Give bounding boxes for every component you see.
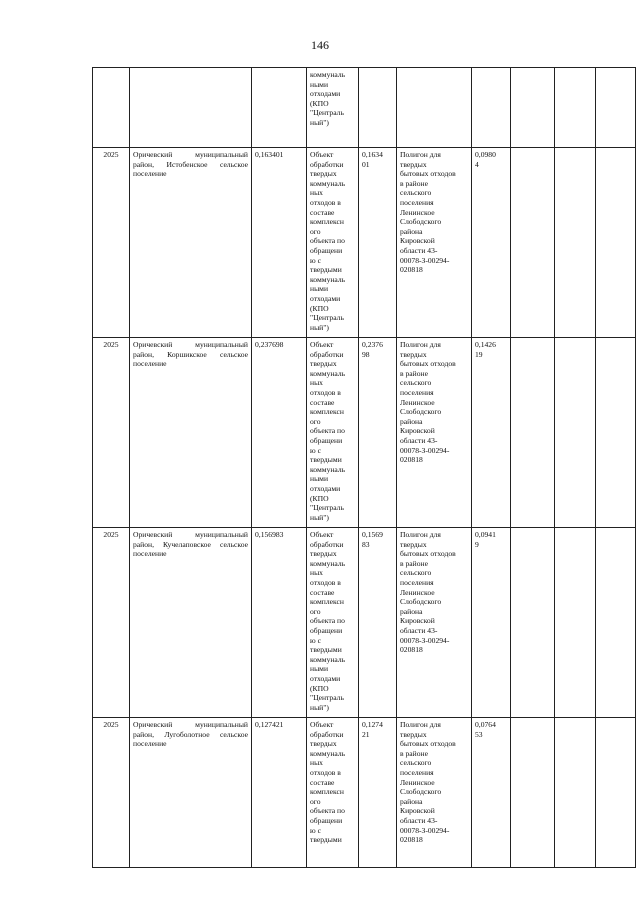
table-cell-polygon <box>397 68 472 148</box>
cell-text: 0,163401 <box>255 150 284 159</box>
table-cell-c8 <box>511 718 555 868</box>
cell-text: 2025 <box>103 150 119 159</box>
table-cell-object <box>307 338 359 528</box>
cell-text: 0,156983 <box>255 530 284 539</box>
table-cell-district <box>130 528 252 718</box>
page-number: 146 <box>311 38 329 52</box>
table-cell-c9 <box>555 718 596 868</box>
cell-text: Объект обработки твердых коммуналь ных отходов в составе комплексн ого объекта по обращени ю с твердыми коммуналь ными отходами (КПО "Централь ный") <box>310 340 346 522</box>
cell-text: Оричевский муниципальный район, Лугоболотное сельское поселение <box>133 720 248 749</box>
table-cell-value1 <box>252 68 307 148</box>
table-row <box>93 338 636 528</box>
table-cell-c10 <box>596 68 636 148</box>
cell-text: 0,237698 <box>255 340 284 349</box>
table-cell-c8 <box>511 528 555 718</box>
table-cell-polygon <box>397 528 472 718</box>
table-cell-c9 <box>555 148 596 338</box>
cell-text: 0,1274 21 <box>362 720 383 739</box>
cell-text: Полигон для твердых бытовых отходов в районе сельского поселения Ленинское Слободского района Кировской области 43- 00078-З-00294- 020818 <box>400 340 456 465</box>
table-cell-value3 <box>472 718 511 868</box>
cell-text: 0,0980 4 <box>475 150 496 169</box>
cell-text: 0,2376 98 <box>362 340 383 359</box>
cell-text: коммуналь ными отходами (КПО "Централь ный") <box>310 70 346 127</box>
table-cell-c8 <box>511 68 555 148</box>
table-cell-value2 <box>359 528 397 718</box>
table-cell-value3 <box>472 68 511 148</box>
table-cell-c10 <box>596 718 636 868</box>
table-cell-value2 <box>359 68 397 148</box>
cell-text: 0,0941 9 <box>475 530 496 549</box>
table-cell-c9 <box>555 68 596 148</box>
cell-text: Оричевский муниципальный район, Коршикское сельское поселение <box>133 340 248 369</box>
cell-text: 2025 <box>103 530 119 539</box>
table-cell-c10 <box>596 528 636 718</box>
table-cell-object <box>307 148 359 338</box>
table-cell-polygon <box>397 338 472 528</box>
table-cell-value3 <box>472 528 511 718</box>
cell-text: Полигон для твердых бытовых отходов в районе сельского поселения Ленинское Слободского района Кировской области 43- 00078-З-00294- 020818 <box>400 720 456 845</box>
table-row <box>93 68 636 148</box>
table-cell-district <box>130 338 252 528</box>
table-cell-value1 <box>252 148 307 338</box>
table-cell-value1 <box>252 528 307 718</box>
table-row <box>93 718 636 868</box>
table-cell-value3 <box>472 148 511 338</box>
table-cell-c10 <box>596 338 636 528</box>
table-cell-value1 <box>252 338 307 528</box>
table-cell-object <box>307 68 359 148</box>
table-cell-c8 <box>511 338 555 528</box>
cell-text: 0,1634 01 <box>362 150 383 169</box>
cell-text: Оричевский муниципальный район, Истобенское сельское поселение <box>133 150 248 179</box>
table-cell-object <box>307 528 359 718</box>
table-cell-object <box>307 718 359 868</box>
table-cell-c8 <box>511 148 555 338</box>
table-cell-year <box>93 148 130 338</box>
table-cell-year <box>93 68 130 148</box>
cell-text: 0,1569 83 <box>362 530 383 549</box>
cell-text: 0,127421 <box>255 720 284 729</box>
table-cell-value2 <box>359 718 397 868</box>
table-cell-value3 <box>472 338 511 528</box>
cell-text: Полигон для твердых бытовых отходов в районе сельского поселения Ленинское Слободского района Кировской области 43- 00078-З-00294- 020818 <box>400 530 456 655</box>
table-cell-value1 <box>252 718 307 868</box>
data-table <box>92 67 636 868</box>
table-cell-polygon <box>397 148 472 338</box>
cell-text: 2025 <box>103 340 119 349</box>
table-cell-c10 <box>596 148 636 338</box>
table-cell-c9 <box>555 338 596 528</box>
table-row <box>93 528 636 718</box>
table-cell-year <box>93 528 130 718</box>
table-cell-polygon <box>397 718 472 868</box>
table-cell-c9 <box>555 528 596 718</box>
cell-text: Объект обработки твердых коммуналь ных отходов в составе комплексн ого объекта по обращени ю с твердыми <box>310 720 346 845</box>
table-cell-value2 <box>359 338 397 528</box>
cell-text: Оричевский муниципальный район, Кучелаповское сельское поселение <box>133 530 248 559</box>
table-cell-year <box>93 718 130 868</box>
table-cell-year <box>93 338 130 528</box>
cell-text: Полигон для твердых бытовых отходов в районе сельского поселения Ленинское Слободского района Кировской области 43- 00078-З-00294- 020818 <box>400 150 456 275</box>
cell-text: 2025 <box>103 720 119 729</box>
cell-text: 0,1426 19 <box>475 340 496 359</box>
table-cell-value2 <box>359 148 397 338</box>
cell-text: 0,0764 53 <box>475 720 496 739</box>
table-row <box>93 148 636 338</box>
cell-text: Объект обработки твердых коммуналь ных отходов в составе комплексн ого объекта по обращени ю с твердыми коммуналь ными отходами (КПО "Централь ный") <box>310 150 346 332</box>
table-cell-district <box>130 718 252 868</box>
table-cell-district <box>130 68 252 148</box>
table-cell-district <box>130 148 252 338</box>
cell-text: Объект обработки твердых коммуналь ных отходов в составе комплексн ого объекта по обращени ю с твердыми коммуналь ными отходами (КПО "Централь ный") <box>310 530 346 712</box>
